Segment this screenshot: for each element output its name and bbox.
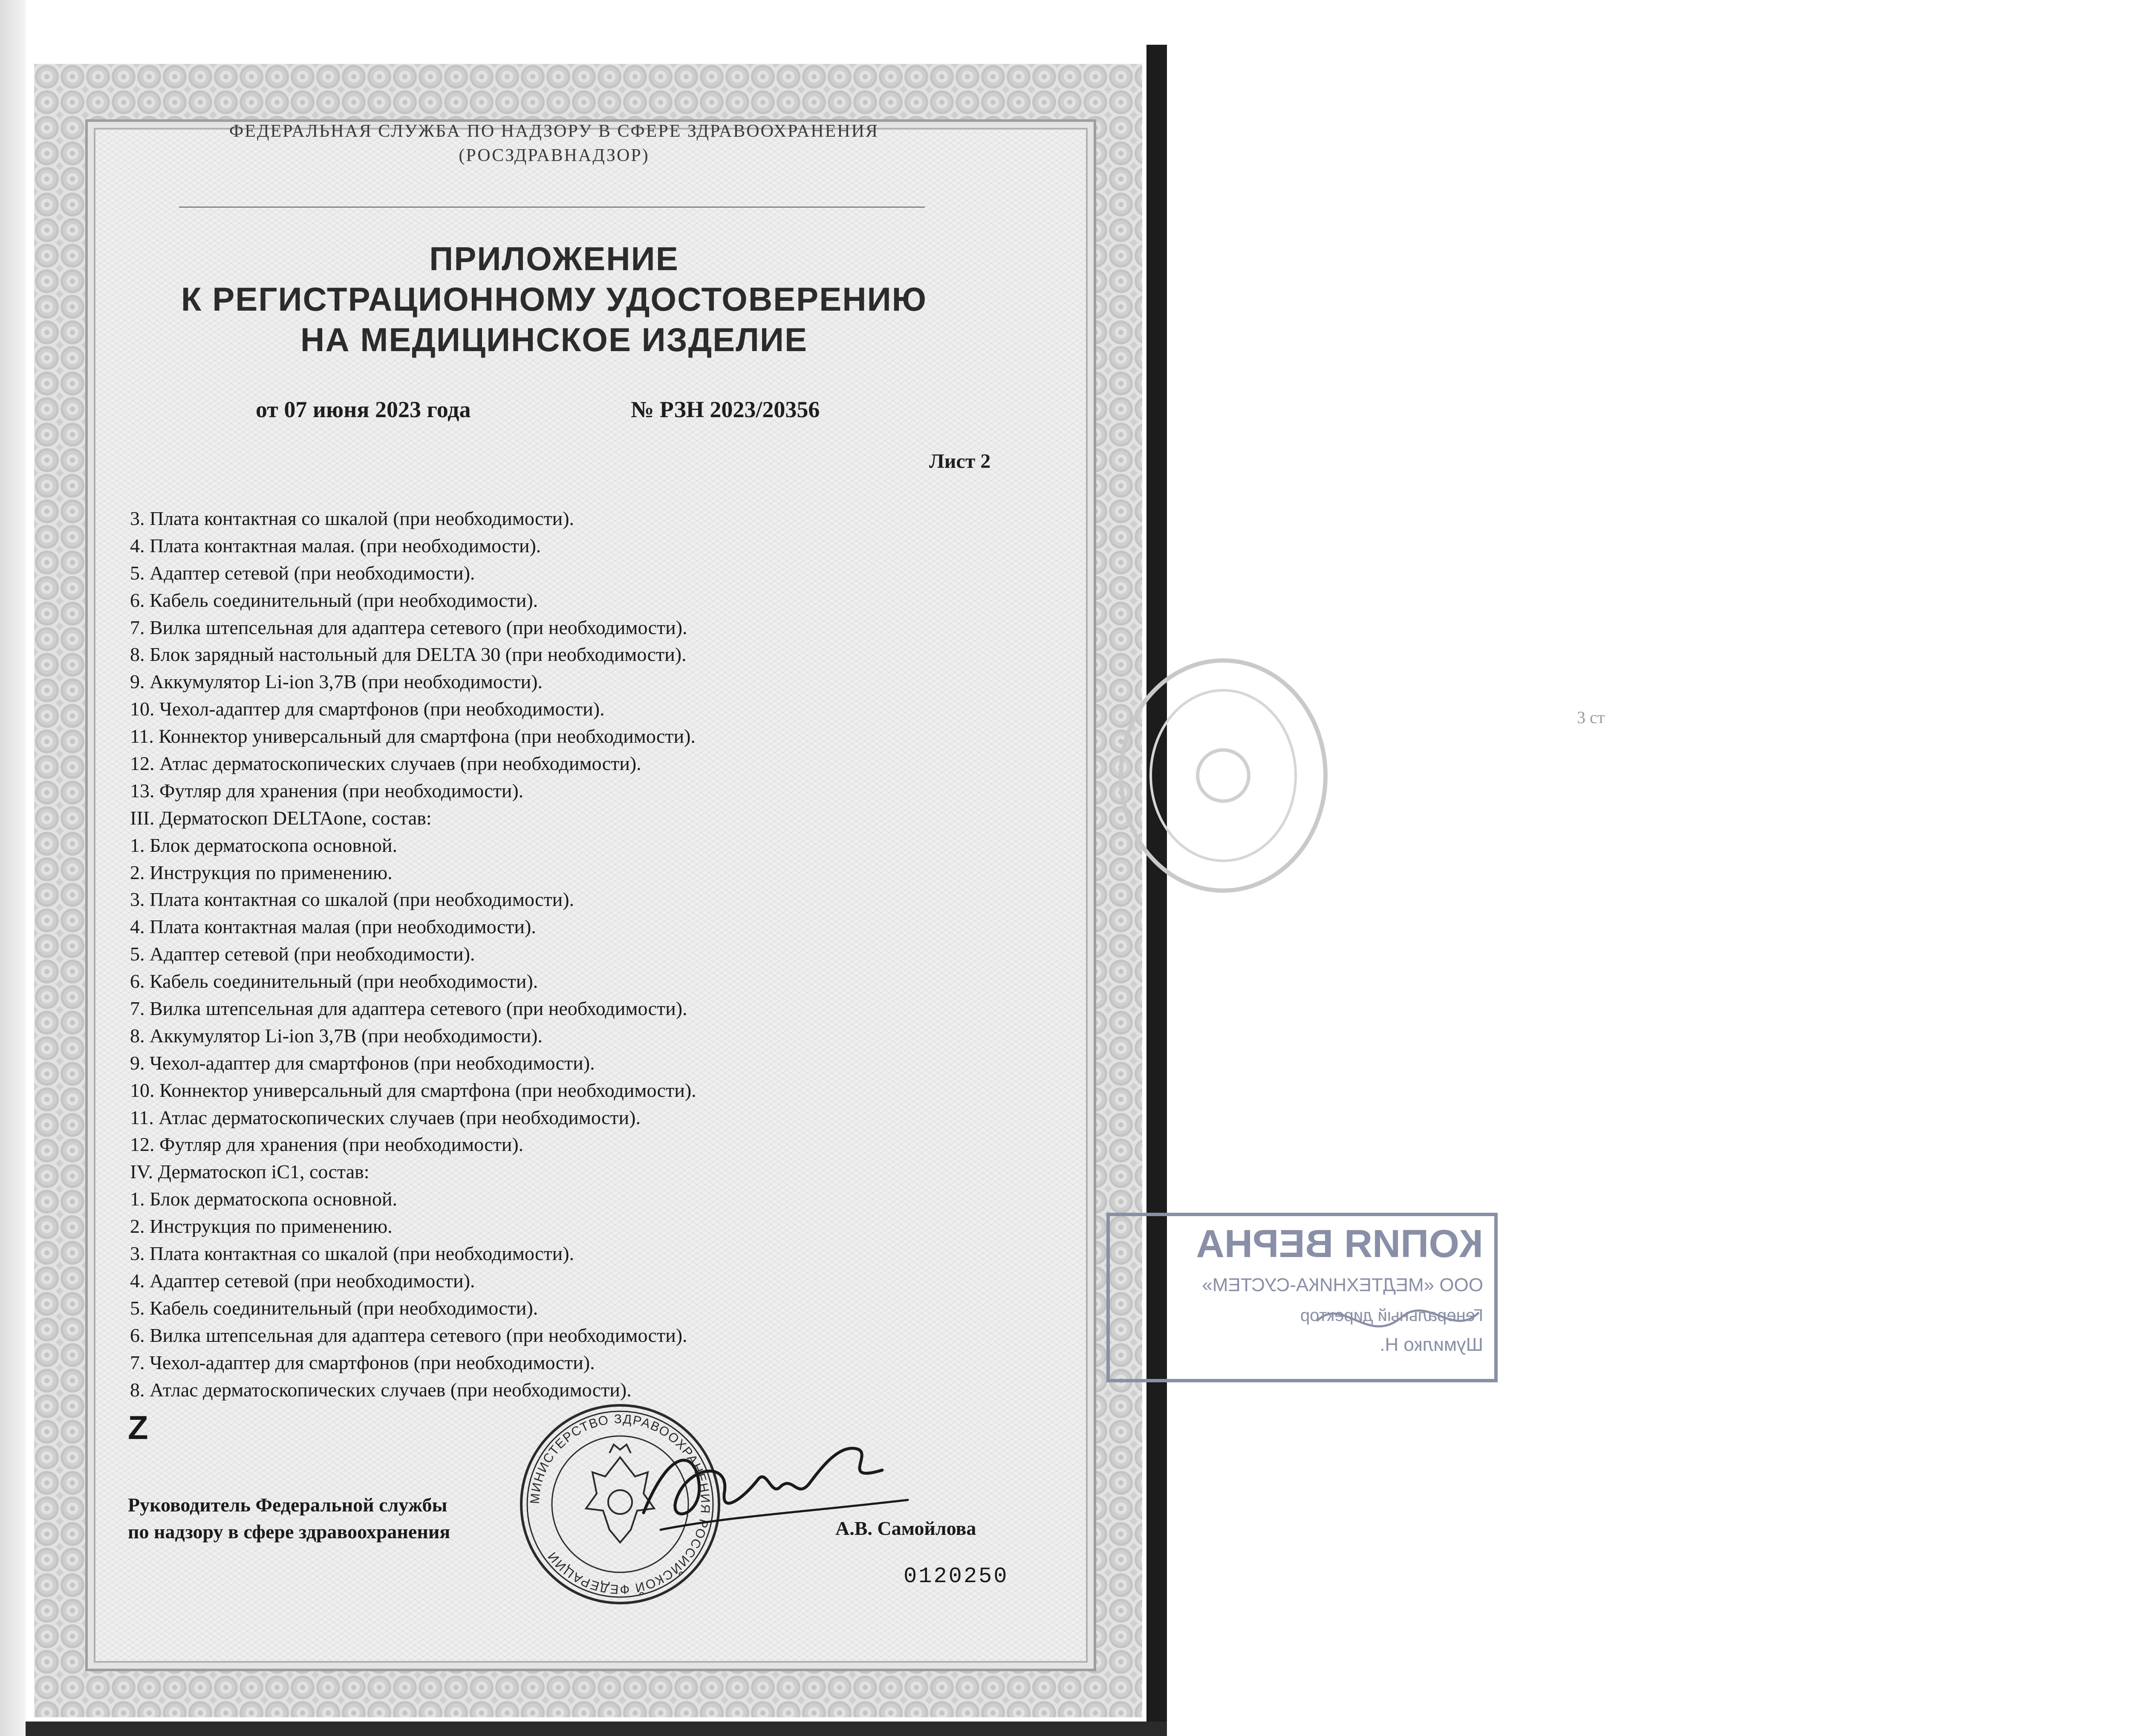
list-item: III. Дерматоскоп DELTAone, состав: [130,807,432,829]
head-title-line-2: по надзору в сфере здравоохранения [128,1521,450,1543]
list-item: 8. Аккумулятор Li-ion 3,7В (при необходимости). [130,1024,543,1047]
list-item: 1. Блок дерматоскопа основной. [130,834,397,856]
list-item: 2. Инструкция по применению. [130,861,393,883]
title-line-3: НА МЕДИЦИНСКОЕ ИЗДЕЛИЕ [300,321,808,359]
list-item: 7. Вилка штепсельная для адаптера сетевого (при необходимости). [130,998,687,1020]
z-mark: Z [128,1409,148,1446]
list-item: 10. Коннектор универсальный для смартфона (при необходимости). [130,1079,696,1101]
list-item: 13. Футляр для хранения (при необходимости). [130,779,524,802]
list-item: 6. Кабель соединительный (при необходимости). [130,589,538,611]
list-item: 6. Вилка штепсельная для адаптера сетевого (при необходимости). [130,1324,687,1346]
list-item: 9. Аккумулятор Li-ion 3,7В (при необходимости). [130,671,543,693]
list-item: 7. Вилка штепсельная для адаптера сетевого (при необходимости). [130,616,687,638]
list-item: 2. Инструкция по применению. [130,1215,393,1237]
list-item: 3. Плата контактная со шкалой (при необходимости). [130,888,575,911]
head-title [128,1491,450,1546]
list-item: 5. Кабель соединительный (при необходимости). [130,1297,538,1319]
copy-stamp-role: Генеральный директор [1300,1306,1483,1325]
head-title-line-1: Руководитель Федеральной службы [128,1494,448,1516]
list-item: 11. Атлас дерматоскопических случаев (при необходимости). [130,1106,641,1128]
head-name: А.В. Самойлова [835,1517,976,1539]
registration-number: № РЗН 2023/20356 [631,397,820,422]
list-item: 3. Плата контактная со шкалой (при необходимости). [130,508,575,529]
list-item: 3. Плата контактная со шкалой (при необходимости). [130,1243,575,1265]
list-item: 12. Футляр для хранения (при необходимости). [130,1133,524,1156]
list-item: 8. Атлас дерматоскопических случаев (при необходимости). [130,1378,632,1401]
list-item: 12. Атлас дерматоскопических случаев (при необходимости). [130,753,641,775]
scan-shadow [0,0,26,1736]
copy-stamp-name: Шумилко Н. [1380,1334,1483,1355]
form-serial-number: 0120250 [904,1564,1009,1589]
list-item: 8. Блок зарядный настольный для DELTA 30 (при необходимости). [130,643,687,666]
list-item: 9. Чехол-адаптер для смартфонов (при необходимости). [130,1052,595,1074]
copy-certified-stamp [1104,1210,1500,1385]
composition-list [130,505,1089,1403]
agency-header [128,119,980,167]
seal-text: МИНИСТЕРСТВО ЗДРАВООХРАНЕНИЯ РОССИЙСКОЙ ФЕДЕРАЦИИ [528,1412,713,1597]
list-item: 11. Коннектор универсальный для смартфона (при необходимости). [130,725,696,747]
list-item: 4. Плата контактная малая (при необходимости). [130,916,536,938]
page-bottom-edge [26,1722,1168,1736]
registration-date: от 07 июня 2023 года [256,397,471,422]
list-item: 1. Блок дерматоскопа основной. [130,1188,397,1210]
document-title [107,239,1002,360]
title-line-2: К РЕГИСТРАЦИОННОМУ УДОСТОВЕРЕНИЮ [181,280,927,318]
list-item: 6. Кабель соединительный (при необходимости). [130,970,538,992]
list-item: 5. Адаптер сетевой (при необходимости). [130,943,475,965]
title-line-1: ПРИЛОЖЕНИЕ [429,240,679,277]
agency-name: ФЕДЕРАЛЬНАЯ СЛУЖБА ПО НАДЗОРУ В СФЕРЕ ЗДРАВООХРАНЕНИЯ [229,121,879,141]
reverse-page-mark: 3 ст [1577,708,1605,727]
list-item: 5. Адаптер сетевой (при необходимости). [130,562,475,584]
list-item: 7. Чехол-адаптер для смартфонов (при необходимости). [130,1351,595,1373]
sheet-number: Лист 2 [929,450,991,473]
list-item: IV. Дерматоскоп iC1, состав: [130,1161,370,1183]
registration-line [256,396,1023,423]
list-item: 4. Адаптер сетевой (при необходимости). [130,1269,475,1292]
copy-stamp-org: ООО «МЕДТЕХНИКА-СУСТЕМ» [1202,1275,1483,1295]
list-item: 10. Чехол-адаптер для смартфонов (при необходимости). [130,698,605,720]
copy-stamp-title: КОПИЯ ВЕРНА [1196,1222,1483,1266]
agency-acronym: (РОСЗДРАВНАДЗОР) [459,145,650,165]
header-divider [179,207,925,208]
faint-seal-bleedthrough [1091,635,1338,916]
list-item: 4. Плата контактная малая. (при необходимости). [130,534,541,557]
